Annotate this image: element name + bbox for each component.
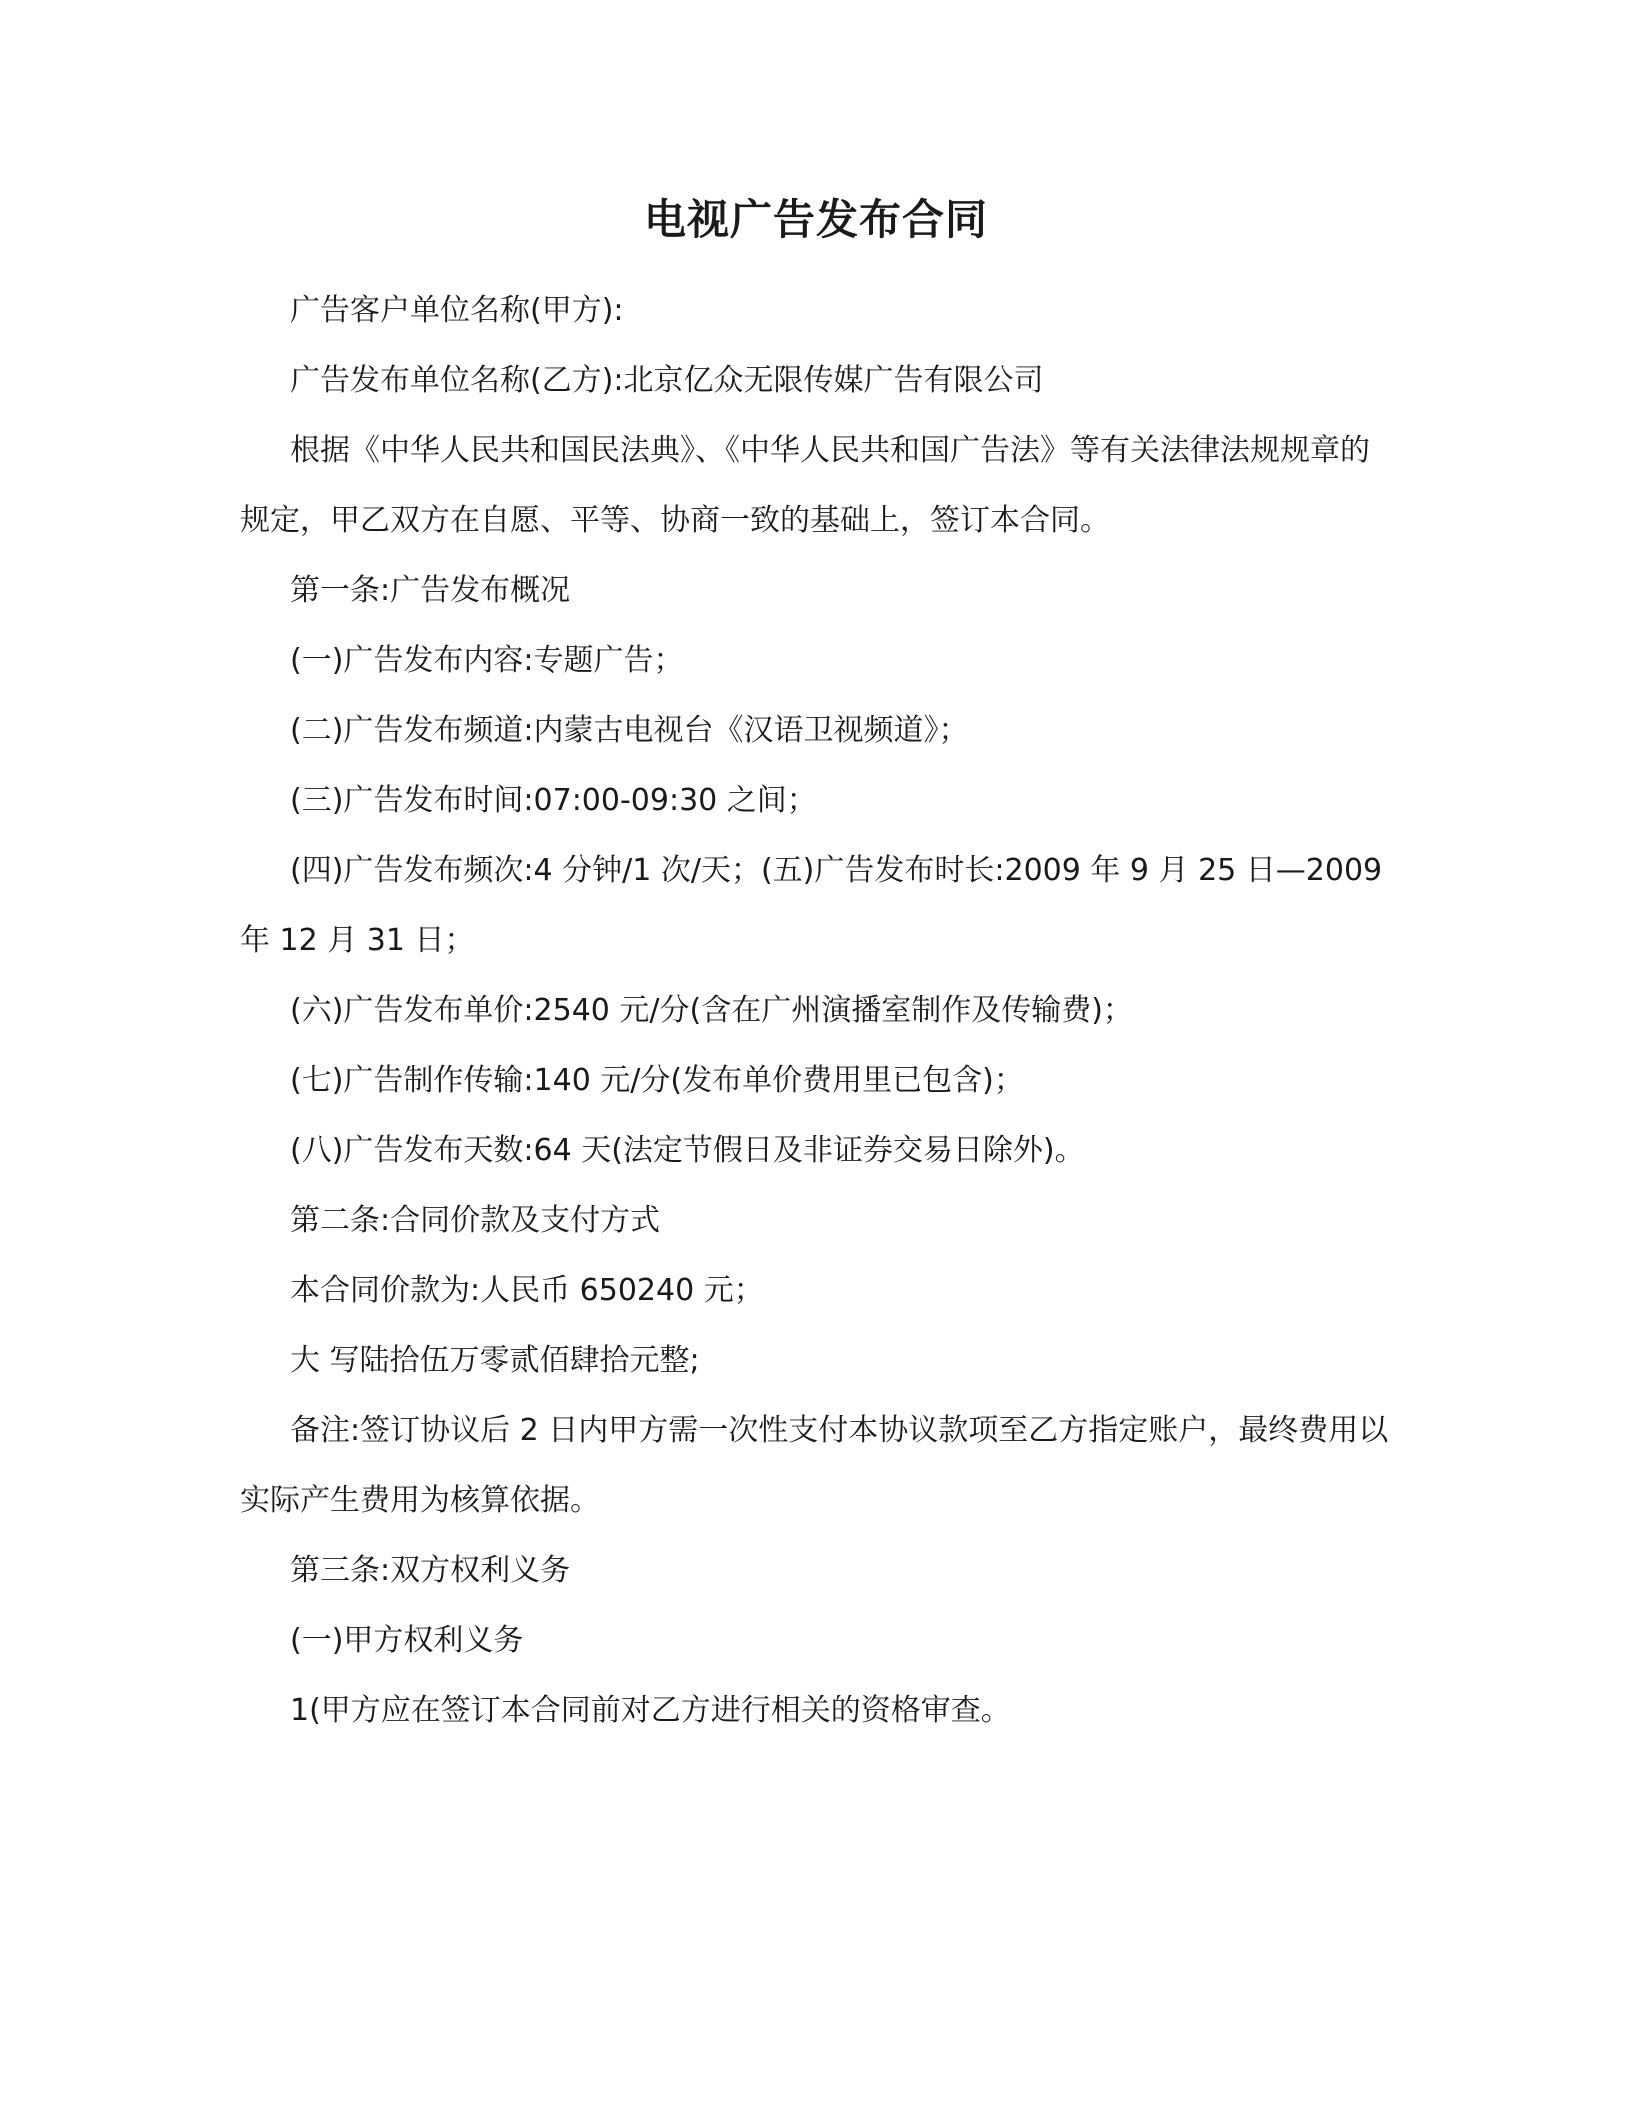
clause-unit-price: (六)广告发布单价:2540 元/分(含在广州演播室制作及传输费)； bbox=[290, 993, 1133, 1028]
contract-price: 本合同价款为:人民币 650240 元； bbox=[290, 1273, 764, 1308]
party-b-line: 广告发布单位名称(乙方):北京亿众无限传媒广告有限公司 bbox=[290, 363, 1044, 398]
clause-channel: (二)广告发布频道:内蒙古电视台《汉语卫视频道》； bbox=[290, 713, 969, 748]
preamble-paragraph: 根据《中华人民共和国民法典》、《中华人民共和国广告法》等有关法律法规规章的规定，甲乙双方在自愿、平等、协商一致的基础上，签订本合同。 bbox=[240, 433, 1370, 538]
article-2-heading: 第二条:合同价款及支付方式 bbox=[290, 1203, 661, 1238]
payment-note: 备注:签订协议后 2 日内甲方需一次性支付本协议款项至乙方指定账户，最终费用以实际产生费用为核算依据。 bbox=[240, 1413, 1389, 1518]
document-body bbox=[240, 276, 1390, 1746]
party-a-line: 广告客户单位名称(甲方): bbox=[290, 293, 624, 328]
article-1-heading: 第一条:广告发布概况 bbox=[290, 573, 571, 608]
party-a-rights-item-1: 1(甲方应在签订本合同前对乙方进行相关的资格审查。 bbox=[290, 1693, 1011, 1728]
clause-frequency-duration: (四)广告发布频次:4 分钟/1 次/天；(五)广告发布时长:2009 年 9 月 25 日—2009 年 12 月 31 日； bbox=[240, 853, 1383, 958]
clause-days: (八)广告发布天数:64 天(法定节假日及非证券交易日除外)。 bbox=[290, 1133, 1085, 1168]
clause-time: (三)广告发布时间:07:00-09:30 之间； bbox=[290, 783, 817, 818]
clause-production-transmission: (七)广告制作传输:140 元/分(发布单价费用里已包含)； bbox=[290, 1063, 1024, 1098]
article-3-heading: 第三条:双方权利义务 bbox=[290, 1553, 571, 1588]
clause-content: (一)广告发布内容:专题广告； bbox=[290, 643, 684, 678]
contract-price-uppercase: 大 写陆拾伍万零贰佰肆拾元整; bbox=[290, 1343, 700, 1378]
document-title: 电视广告发布合同 bbox=[643, 195, 988, 244]
party-a-rights-heading: (一)甲方权利义务 bbox=[290, 1623, 524, 1658]
